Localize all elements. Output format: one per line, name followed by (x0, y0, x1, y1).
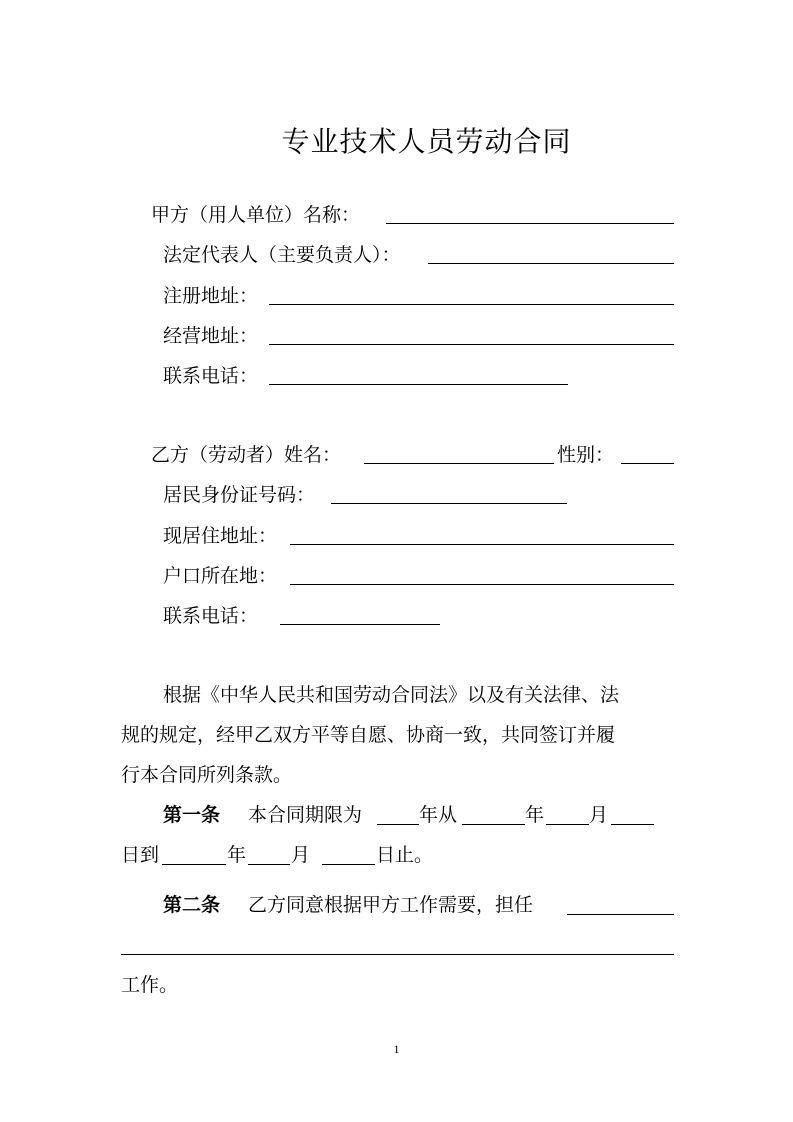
party-a-reg-addr-field[interactable] (269, 304, 674, 305)
party-a-biz-addr-label: 经营地址： (163, 325, 259, 347)
article-1-start-day-field[interactable] (611, 824, 654, 825)
party-a-rep-field[interactable] (428, 263, 674, 264)
article-2-position-field-continued[interactable] (121, 954, 674, 955)
preamble-line-3: 行本合同所列条款。 (121, 764, 293, 786)
party-b-addr-label: 现居住地址： (163, 525, 278, 547)
article-2-position-field[interactable] (567, 914, 674, 915)
party-b-id-label: 居民身份证号码： (163, 484, 316, 506)
page-title: 专业技术人员劳动合同 (281, 125, 572, 158)
article-1-end-day-field[interactable] (322, 864, 375, 865)
party-a-rep-label: 法定代表人（主要负责人）： (163, 244, 401, 266)
article-1-end-year-label: 年 (227, 844, 247, 866)
article-1-start-month-field[interactable] (546, 824, 589, 825)
preamble-line-1: 根据《中华人民共和国劳动合同法》以及有关法律、法 (163, 684, 620, 706)
article-2-text: 乙方同意根据甲方工作需要，担任 (248, 894, 534, 916)
party-b-name-field[interactable] (364, 463, 554, 464)
party-b-addr-field[interactable] (290, 544, 674, 545)
party-a-reg-addr-label: 注册地址： (163, 285, 259, 307)
article-1-year-from-label: 年从 (419, 804, 458, 826)
party-b-id-field[interactable] (331, 503, 567, 504)
party-a-biz-addr-field[interactable] (269, 344, 674, 345)
article-1-end-year-field[interactable] (162, 864, 226, 865)
party-b-gender-label: 性别： (557, 444, 615, 466)
party-b-phone-label: 联系电话： (163, 605, 259, 627)
party-a-name-field[interactable] (386, 223, 674, 224)
article-1-year-label: 年 (525, 804, 545, 826)
article-1-end-month-field[interactable] (248, 864, 290, 865)
article-1-month-label: 月 (589, 804, 609, 826)
party-b-phone-field[interactable] (280, 624, 440, 625)
article-1-duration-field[interactable] (377, 824, 419, 825)
party-b-hukou-label: 户口所在地： (163, 565, 278, 587)
article-1-end-month-label: 月 (291, 844, 311, 866)
article-1-day-to-label: 日到 (121, 844, 160, 866)
party-a-phone-label: 联系电话： (163, 365, 259, 387)
party-a-phone-field[interactable] (269, 384, 568, 385)
article-1-heading: 第一条 (163, 804, 221, 826)
article-1-text: 本合同期限为 (248, 804, 363, 826)
article-1-end-label: 日止。 (376, 844, 434, 866)
article-2-end: 工作。 (121, 974, 179, 996)
preamble-line-2: 规的规定，经甲乙双方平等自愿、协商一致，共同签订并履 (121, 724, 616, 746)
party-b-hukou-field[interactable] (290, 584, 674, 585)
party-b-gender-field[interactable] (621, 463, 674, 464)
page-number: 1 (393, 1042, 400, 1056)
party-b-name-label: 乙方（劳动者）姓名： (151, 444, 342, 466)
article-1-start-year-field[interactable] (462, 824, 525, 825)
article-2-heading: 第二条 (163, 894, 221, 916)
party-a-name-label: 甲方（用人单位）名称： (151, 204, 361, 226)
